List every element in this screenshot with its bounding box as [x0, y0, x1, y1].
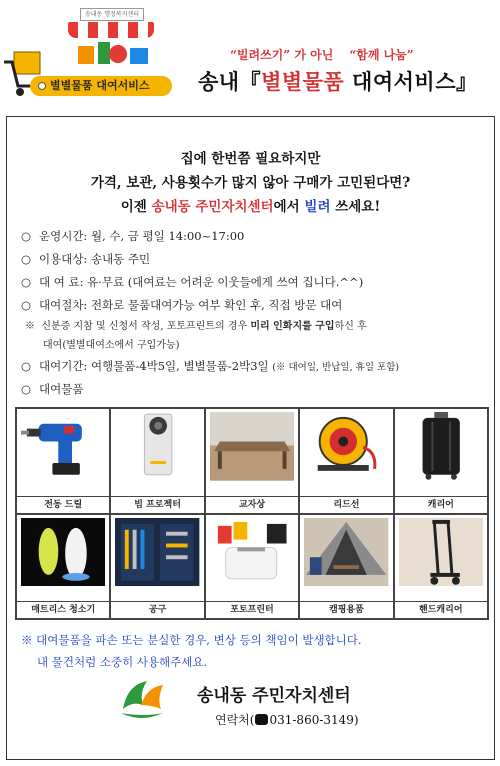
info-procedure	[21, 294, 489, 317]
info-note	[21, 317, 489, 336]
item-cell-suitcase	[394, 408, 488, 514]
circle-bullet-icon: ○	[21, 359, 32, 373]
item-label: 매트리스 청소기	[17, 601, 109, 618]
intro-line-3-b: 에서	[273, 199, 305, 215]
camping-icon	[304, 518, 388, 587]
intro-line-2: 가격, 보관, 사용횟수가 많지 않아 구매가 고민된다면?	[90, 175, 411, 191]
title-suffix: 대여서비스』	[344, 70, 478, 94]
circle-bullet-icon: ○	[21, 229, 32, 243]
item-cell-camping	[299, 514, 393, 620]
intro-text	[7, 147, 494, 219]
info-fee	[21, 271, 489, 294]
photo-printer-icon	[210, 518, 294, 587]
info-items	[21, 378, 489, 401]
intro-line-3-a: 이젠	[120, 199, 152, 215]
rental-items-grid	[15, 407, 489, 620]
circle-bullet-icon: ○	[21, 252, 32, 266]
intro-line-3-c: 쓰세요!	[330, 199, 381, 215]
badge-dot-icon	[38, 82, 46, 90]
phone-icon	[255, 714, 268, 725]
info-items-text: 대여물품	[39, 382, 84, 396]
item-cell-cable-reel	[299, 408, 393, 514]
tagline-part-a: “빌려쓰기” 가 아닌	[230, 48, 334, 62]
note-text-bold: 미리 인화지를 구입	[250, 321, 335, 332]
item-cell-mattress-cleaner	[16, 514, 110, 620]
contact-prefix: 연락처(	[215, 713, 255, 727]
tagline	[230, 46, 414, 63]
item-cell-photo-printer	[205, 514, 299, 620]
poster-header	[0, 0, 500, 110]
contact-number: 031-860-3149)	[269, 713, 359, 727]
info-period-text: 대여기간: 여행물품-4박5일, 별별물품-2박3일	[39, 359, 273, 373]
info-hours	[21, 225, 489, 248]
hand-cart-icon	[399, 518, 483, 587]
note-mark: ※	[25, 321, 35, 332]
item-label: 캐리어	[395, 496, 487, 513]
page-title	[198, 66, 477, 96]
item-label: 공구	[111, 601, 203, 618]
info-target	[21, 248, 489, 271]
contact-info	[215, 711, 359, 728]
item-label: 핸드캐리어	[395, 601, 487, 618]
circle-bullet-icon: ○	[21, 275, 32, 289]
item-cell-projector	[110, 408, 204, 514]
badge-label: 별별물품 대여서비스	[50, 79, 150, 92]
info-period	[21, 355, 489, 378]
intro-line-3	[7, 195, 494, 219]
cable-reel-icon	[304, 412, 388, 481]
warning-line-1: ※ 대여물품을 파손 또는 분실한 경우, 변상 등의 책임이 발생합니다.	[21, 633, 362, 647]
shop-goods-icon	[72, 38, 152, 66]
item-cell-table	[205, 408, 299, 514]
damage-warning	[21, 629, 362, 673]
item-cell-drill	[16, 408, 110, 514]
info-period-note: (※ 대여일, 반납일, 휴일 포함)	[272, 362, 400, 373]
center-logo-icon	[117, 675, 167, 725]
mattress-cleaner-icon	[21, 518, 105, 587]
info-target-text: 이용대상: 송내동 주민	[39, 252, 151, 266]
intro-borrow-word: 빌려	[304, 199, 331, 215]
awning-sign: 송내동 행정복지센터	[80, 8, 144, 21]
info-procedure-text: 대여절차: 전화로 물품대여가능 여부 확인 후, 직접 방문 대여	[39, 298, 343, 312]
title-highlight: 별별물품	[261, 70, 345, 94]
toolkit-icon	[115, 518, 199, 587]
warning-line-2: 내 물건처럼 소중히 사용해주세요.	[37, 655, 208, 669]
projector-icon	[115, 412, 199, 481]
item-label: 포토프린터	[206, 601, 298, 618]
service-badge	[30, 76, 172, 96]
item-cell-toolkit	[110, 514, 204, 620]
circle-bullet-icon: ○	[21, 298, 32, 312]
intro-center-name: 송내동 주민자치센터	[151, 199, 274, 215]
tagline-part-b: “함께 나눔”	[349, 48, 414, 62]
item-label: 전동 드릴	[17, 496, 109, 513]
info-note-line-2: 대여(별별대여소에서 구입가능)	[43, 340, 180, 351]
item-label: 캠핑용품	[300, 601, 392, 618]
poster-body	[6, 116, 495, 760]
center-name: 송내동 주민자치센터	[197, 686, 351, 706]
striped-awning	[68, 22, 154, 38]
item-label: 교자상	[206, 496, 298, 513]
table-icon	[210, 412, 294, 481]
title-prefix: 송내『	[198, 70, 262, 94]
suitcase-icon	[399, 412, 483, 481]
intro-line-1: 집에 한번쯤 필요하지만	[180, 151, 321, 167]
service-info	[21, 225, 489, 401]
circle-bullet-icon: ○	[21, 382, 32, 396]
drill-icon	[21, 412, 105, 481]
note-text-b: 하신 후	[334, 321, 367, 332]
item-label: 리드선	[300, 496, 392, 513]
item-cell-hand-cart	[394, 514, 488, 620]
shop-illustration	[66, 8, 156, 66]
info-hours-text: 운영시간: 월, 수, 금 평일 14:00~17:00	[39, 229, 245, 243]
info-fee-text: 대 여 료: 유·무료 (대여료는 어려운 이웃들에게 쓰여 집니다.^^)	[39, 275, 364, 289]
note-text-a: 신분증 지참 및 신청서 작성, 포토프린트의 경우	[41, 321, 251, 332]
item-label: 빔 프로젝터	[111, 496, 203, 513]
